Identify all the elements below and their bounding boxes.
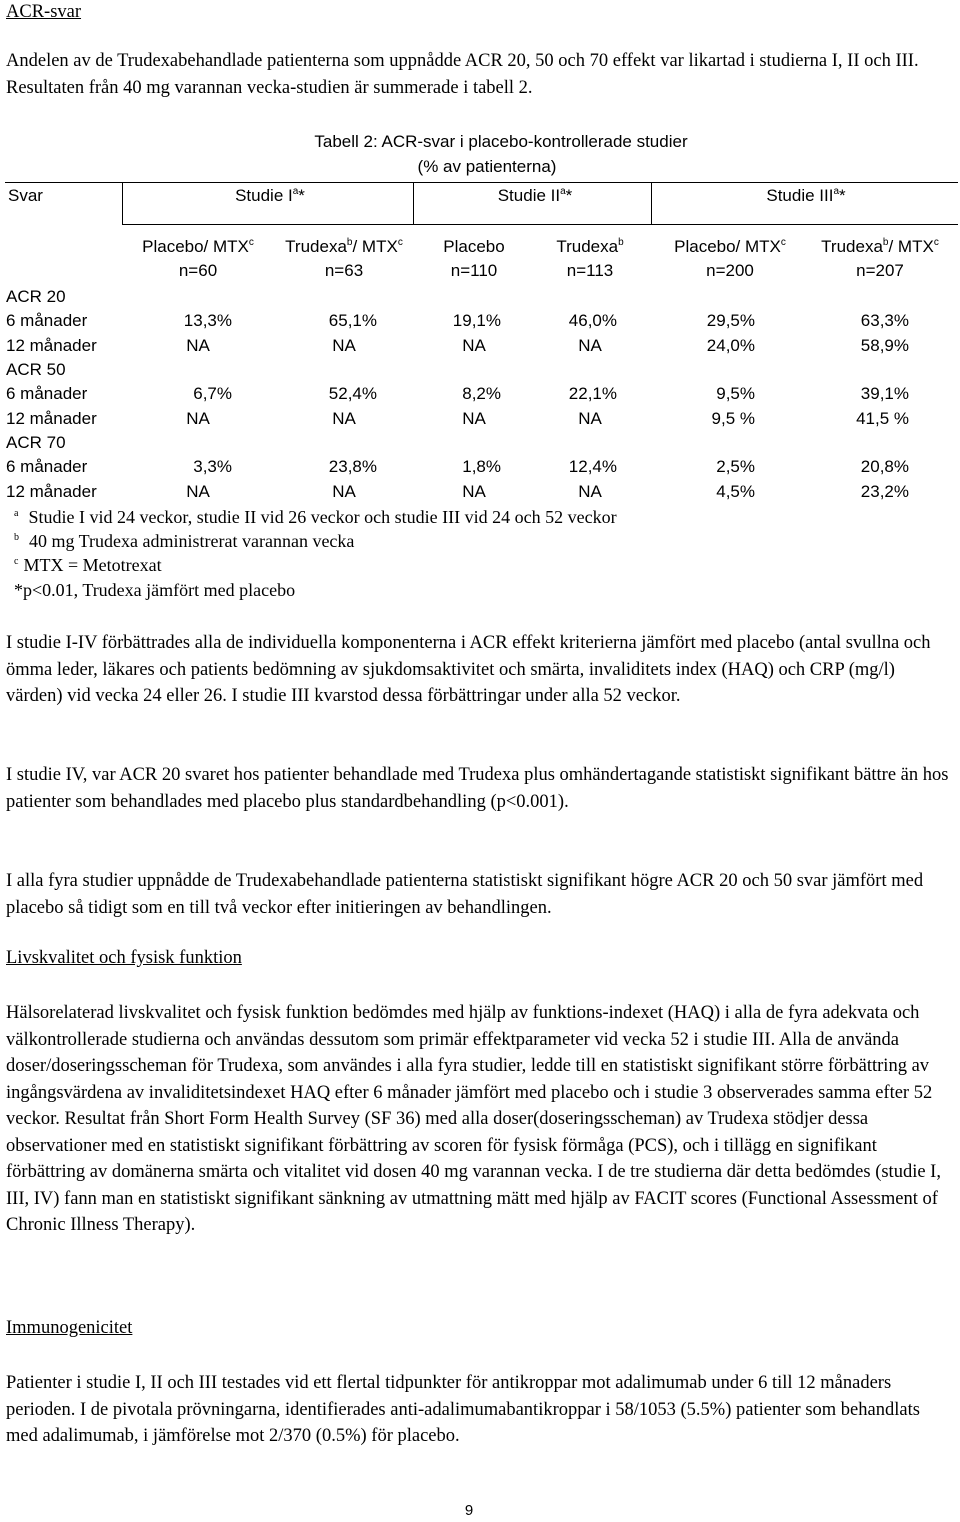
table-cell: NA [186,482,210,501]
table-cell: 39,1% [860,384,909,403]
table-cell: 22,1% [568,384,617,403]
footnote-b: $^b$ 40 mg Trudexa administrerat varannan vecka [14,531,355,551]
column-header: Placebo/ MTX$^c$ n=200 [674,237,786,280]
table-cell: 63,3% [860,311,909,330]
table-cell: 58,9% [860,336,909,355]
paragraph-immunogenicitet: Patienter i studie I, II och III testades vid ett flertal tidpunkter för antikroppar mot adalimumab under 6 till 12 månaders perioden. I de pivotala prövningarna, identifierades anti-adalimumabantikroppar i 58/1053 (5.5%) patienter som behandlats med adalimumab, i jämförelse mot 2/370 (0.5%) för placebo. [6,1373,920,1446]
table-top-rule [5,182,958,183]
group-label: ACR 20 [6,287,66,306]
table-cell: NA [462,336,486,355]
section-heading-acr-svar: ACR-svar [6,2,82,22]
row-label: 6 månader [6,457,88,476]
table-cell: 13,3% [183,311,232,330]
table-divider [651,182,652,225]
study-header-3: Studie III$^a$* [766,186,846,205]
table-cell: NA [462,409,486,428]
row-label: 12 månader [6,336,97,355]
footnote-a: $^a$ Studie I vid 24 veckor, studie II vid 26 veckor och studie III vid 24 och 52 veckor [14,507,617,527]
table-cell: NA [332,336,356,355]
section-heading-immunogenicitet: Immunogenicitet [6,1318,133,1338]
table-cell: 8,2% [462,384,501,403]
table-cell: 6,7% [193,384,232,403]
table-cell: 41,5 % [856,409,909,428]
table-cell: NA [332,482,356,501]
table-cell: NA [578,409,602,428]
table-divider [122,182,123,225]
footnote-c: $^c$ MTX = Metotrexat [14,555,162,575]
study-header-2: Studie $II^a*$ [497,186,573,205]
section-heading-livskvalitet: Livskvalitet och fysisk funktion [6,948,242,968]
row-label: 12 månader [6,482,97,501]
study-header-1: Studie $I^a*$ [235,186,305,205]
svar-header: Svar [8,186,43,205]
table-cell: 12,4% [568,457,617,476]
column-header: Trudexa$^b$/ MTX$^c$ n=207 [821,237,939,280]
table-cell: 23,2% [860,482,909,501]
paragraph-acr-components: I studie I-IV förbättrades alla de individuella komponenterna i ACR effekt kriterierna jämfört med placebo (antal svullna och ömma leder, läkares och patients bedömning av sjukdomsaktivitet och smärta, invaliditets index (HAQ) och CRP (mg/l) värden) vid vecka 24 eller 26. I studie III kvarstod dessa förbättringar under alla 52 veckor. [6,633,931,706]
table-cell: NA [578,482,602,501]
row-label: 6 månader [6,384,88,403]
paragraph-early-response: I alla fyra studier uppnådde de Trudexabehandlade patienterna statistiskt signifikant högre ACR 20 och 50 svar jämfört med placebo så tidigt som en till två veckor efter initieringen av behandlingen. [6,871,924,918]
table-cell: 29,5% [706,311,755,330]
page-number: 9 [464,1502,474,1519]
table-cell: 4,5% [716,482,755,501]
group-label: ACR 70 [6,433,66,452]
table-divider [413,182,414,225]
table-title: Tabell 2: ACR-svar i placebo-kontrollerade studier [314,132,688,151]
table-cell: 46,0% [568,311,617,330]
column-header: Trudexa$^b$/ MTX$^c$ n=63 [285,237,403,280]
table-cell: NA [186,409,210,428]
table-cell: 19,1% [452,311,501,330]
table-cell: 2,5% [716,457,755,476]
row-label: 6 månader [6,311,88,330]
table-cell: NA [332,409,356,428]
table-cell: NA [578,336,602,355]
group-label: ACR 50 [6,360,66,379]
table-cell: 3,3% [193,457,232,476]
table-cell: 20,8% [860,457,909,476]
column-header: Trudexa$^b$ n=113 [556,237,624,280]
column-header: Placebo/ MTX$^c$ n=60 [142,237,254,280]
table-cell: 65,1% [328,311,377,330]
table-cell: 1,8% [462,457,501,476]
table-cell: 52,4% [328,384,377,403]
table-cell: NA [186,336,210,355]
table-cell: 24,0% [706,336,755,355]
table-subtitle: (% av patienterna) [417,157,557,176]
paragraph-livskvalitet: Hälsorelaterad livskvalitet och fysisk funktion bedömdes med hjälp av funktions-indexet (HAQ) i alla de fyra adekvata och välkontrollerade studierna och användas dessutom som primär effektparameter vid vecka 52 i studie III. Alla de använda doser/doseringsscheman för Trudexa, som användes i alla fyra studier, ledde till en statistiskt signifikant större förbättring av ingångsvärdena av invaliditetsindexet HAQ efter 6 månader jämfört med placebo och i studie 3 observerades samma efter 52 veckor. Resultat från Short Form Health Survey (SF 36) med alla doser(doseringsscheman) av Trudexa stödjer dessa observationer med en statistiskt signifikant förbättring av scoren för fysisk förmåga (PCS), och i tillägg en signifikant förbättring av domänerna smärta och vitalitet vid dosen 40 mg varannan vecka. I de tre studierna där detta bedömdes (studie I, III, IV) fann man en statistiskt signifikant sänkning av utmattning mätt med hjälp av FACIT scores (Functional Assessment of Chronic Illness Therapy). [6,1003,941,1235]
column-header: Placebo n=110 [443,237,505,280]
table-cell: 9,5% [716,384,755,403]
table-cell: 23,8% [328,457,377,476]
table-header-rule [122,224,958,225]
footnote-significance: *p<0.01, Trudexa jämfört med placebo [14,580,296,600]
paragraph-study-iv: I studie IV, var ACR 20 svaret hos patienter behandlade med Trudexa plus omhändertagande statistiskt signifikant bättre än hos patienter som behandlades med placebo plus standardbehandling (p<0.001). [6,765,949,812]
intro-paragraph: Andelen av de Trudexabehandlade patienterna som uppnådde ACR 20, 50 och 70 effekt var likartad i studierna I, II och III. Resultaten från 40 mg varannan vecka-studien är summerade i tabell 2. [6,51,919,98]
table-cell: NA [462,482,486,501]
table-cell: 9,5 % [711,409,755,428]
row-label: 12 månader [6,409,97,428]
